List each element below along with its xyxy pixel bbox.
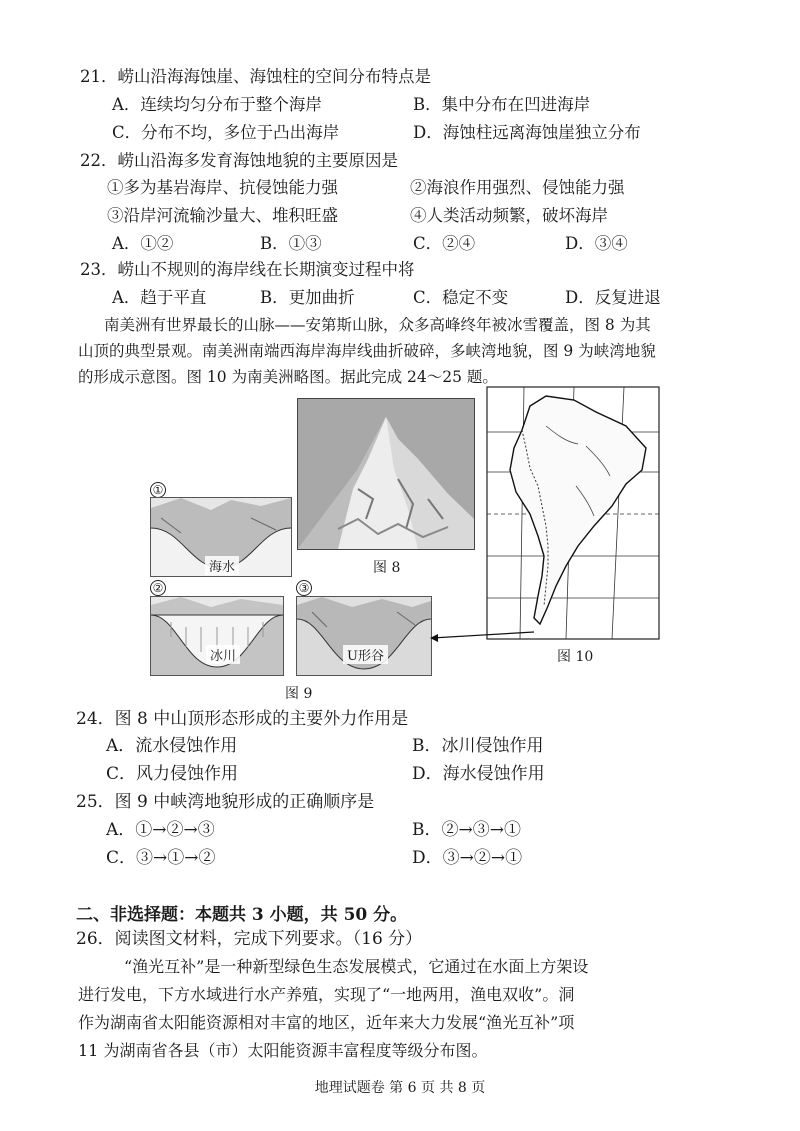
- intro-line-3: 的形成示意图。图 10 为南美洲略图。据此完成 24～25 题。: [78, 368, 498, 386]
- q23-option-b: B．更加曲折: [260, 288, 355, 307]
- q25-option-b: B．②→③→①: [412, 820, 521, 840]
- q25-stem: 25．图 9 中峡湾地貌形成的正确顺序是: [76, 792, 375, 812]
- q23-stem: 23．崂山不规则的海岸线在长期演变过程中将: [80, 260, 415, 279]
- q26-stem: 26．阅读图文材料，完成下列要求。（16 分）: [76, 929, 423, 949]
- fig9-sub-3-diagram: [296, 596, 432, 676]
- intro-line-2: 山顶的典型景观。南美洲南端西海岸海岸线曲折破碎，多峡湾地貌，图 9 为峡湾地貌: [78, 342, 656, 360]
- q24-option-c: C．风力侵蚀作用: [106, 764, 239, 784]
- q24-option-b: B．冰川侵蚀作用: [412, 736, 544, 756]
- fig9-sub-2-label: ②: [150, 580, 166, 596]
- q23-option-c: C．稳定不变: [413, 288, 509, 307]
- q22-statement-4: ④人类活动频繁，破坏海岸: [410, 206, 608, 225]
- q22-stem: 22．崂山沿海多发育海蚀地貌的主要原因是: [80, 151, 398, 170]
- q21-option-c: C．分布不均，多位于凸出海岸: [112, 123, 340, 142]
- section-2-title: 二、非选择题：本题共 3 小题，共 50 分。: [76, 905, 408, 925]
- q21-option-d: D．海蚀柱远离海蚀崖独立分布: [413, 123, 641, 142]
- q25-option-d: D．③→②→①: [412, 848, 523, 868]
- q23-option-a: A．趋于平直: [112, 288, 207, 307]
- q24-stem: 24．图 8 中山顶形态形成的主要外力作用是: [76, 709, 409, 729]
- q22-option-c: C．②④: [413, 234, 476, 253]
- figure-9-caption: 图 9: [285, 686, 313, 702]
- q24-option-a: A．流水侵蚀作用: [106, 736, 238, 756]
- q26-paragraph-line-4: 11 为湖南省各县（市）太阳能资源丰富程度等级分布图。: [78, 1041, 488, 1060]
- q26-paragraph-line-3: 作为湖南省太阳能资源相对丰富的地区，近年来大力发展“渔光互补”项: [78, 1013, 575, 1032]
- q21-stem: 21．崂山沿海海蚀崖、海蚀柱的空间分布特点是: [80, 67, 431, 86]
- q22-statement-1: ①多为基岩海岸、抗侵蚀能力强: [107, 178, 338, 197]
- map-pointer-arrow: [430, 626, 540, 644]
- q25-option-a: A．①→②→③: [106, 820, 215, 840]
- fig9-sub-3-label: ③: [296, 580, 312, 596]
- figure-10-map: [486, 386, 660, 640]
- fig9-seawater-label: 海水: [205, 556, 239, 575]
- q22-option-b: B．①③: [260, 234, 322, 253]
- q21-option-a: A．连续均匀分布于整个海岸: [112, 95, 322, 114]
- fig9-sub-2-diagram: [150, 596, 284, 676]
- fig9-sub-1-label: ①: [150, 482, 166, 498]
- q25-option-c: C．③→①→②: [106, 848, 216, 868]
- fig9-u-valley-label: U形谷: [343, 645, 388, 664]
- mountain-peak-image: [298, 399, 474, 549]
- figure-10-caption: 图 10: [557, 649, 594, 665]
- figure-8-caption: 图 8: [373, 560, 401, 576]
- fig9-glacier-label: 冰川: [206, 645, 240, 664]
- q22-option-a: A．①②: [112, 234, 174, 253]
- figure-8-photo: [297, 398, 475, 550]
- q22-statement-3: ③沿岸河流输沙量大、堆积旺盛: [107, 206, 338, 225]
- q23-option-d: D．反复进退: [565, 288, 661, 307]
- q24-option-d: D．海水侵蚀作用: [412, 764, 545, 784]
- south-america-map: [486, 386, 660, 640]
- q26-paragraph-line-2: 进行发电，下方水域进行水产养殖，实现了“一地两用，渔电双收”。洞: [78, 985, 575, 1004]
- q26-paragraph-line-1: “渔光互补”是一种新型绿色生态发展模式，它通过在水面上方架设: [124, 957, 589, 976]
- page-footer: 地理试题卷 第 6 页 共 8 页: [314, 1080, 486, 1096]
- q22-option-d: D．③④: [565, 234, 628, 253]
- q22-statement-2: ②海浪作用强烈、侵蚀能力强: [410, 178, 625, 197]
- intro-line-1: 南美洲有世界最长的山脉——安第斯山脉，众多高峰终年被冰雪覆盖，图 8 为其: [104, 316, 651, 334]
- q21-option-b: B．集中分布在凹进海岸: [413, 95, 591, 114]
